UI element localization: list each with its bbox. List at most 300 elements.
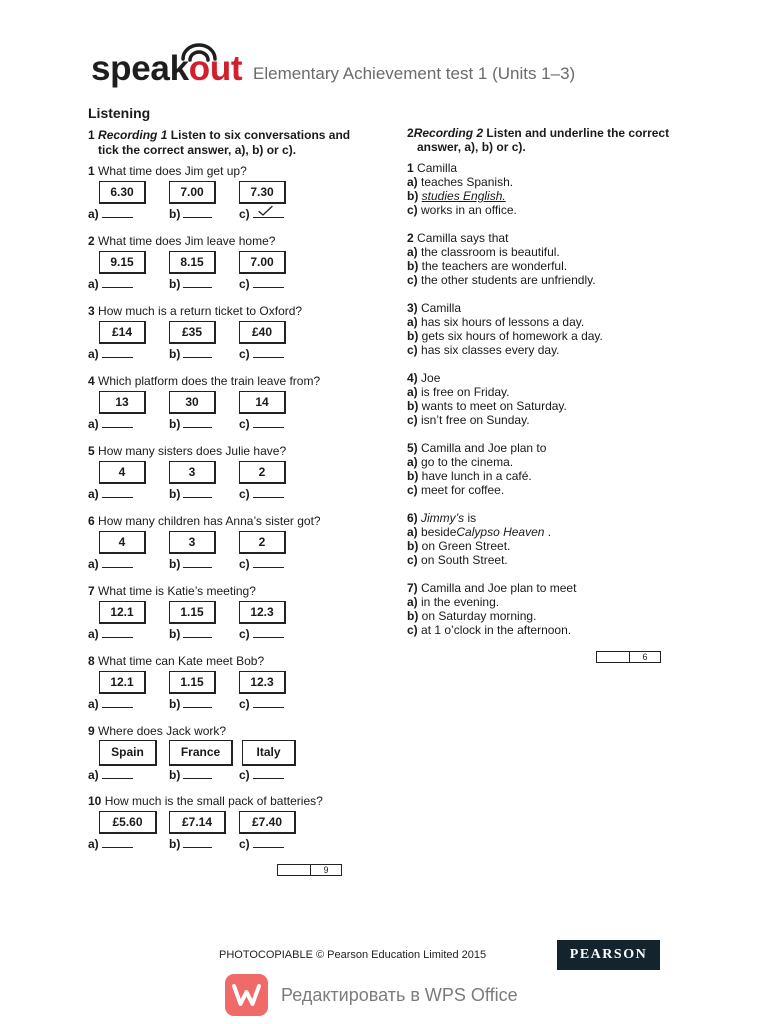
answer-option (407, 413, 747, 427)
text-segment: works in an office. (421, 203, 517, 217)
answer-blank (102, 768, 133, 779)
answer-option (407, 343, 747, 357)
part1-instruction (88, 128, 350, 143)
answer-option (407, 539, 747, 553)
answer-blank (183, 697, 212, 708)
option-label: c) (407, 553, 418, 567)
option-label: c) (407, 483, 418, 497)
option-box: 30 (169, 391, 216, 414)
listening-question (88, 654, 388, 724)
answer-slot (239, 207, 284, 221)
listening-question (88, 724, 388, 794)
answer-label: c) (239, 487, 250, 501)
answer-slot (239, 697, 284, 711)
comprehension-question (407, 371, 747, 441)
answer-options (88, 321, 388, 347)
wps-office-icon[interactable] (225, 974, 268, 1016)
answer-option (407, 385, 747, 399)
listening-question (88, 304, 388, 374)
answer-row (88, 557, 388, 571)
answer-option (407, 189, 747, 203)
answer-option (407, 329, 747, 343)
answer-option (407, 273, 747, 287)
question-number: 10 (88, 794, 102, 808)
text-segment: beside (421, 525, 457, 539)
listening-question (88, 164, 388, 234)
answer-slot (169, 207, 212, 221)
text-segment: gets six hours of homework a day. (421, 329, 603, 343)
question-stem (88, 444, 286, 458)
text-segment: Calypso Heaven (456, 525, 545, 539)
option-box: 7.00 (239, 251, 286, 274)
answer-row (88, 697, 388, 711)
answer-option (407, 455, 747, 469)
answer-blank (183, 627, 212, 638)
answer-label: b) (169, 207, 181, 221)
answer-blank (102, 487, 133, 498)
answer-option (407, 259, 747, 273)
option-label: b) (407, 609, 419, 623)
text-segment: on Saturday morning. (421, 609, 537, 623)
question-stem (88, 304, 302, 318)
answer-blank (102, 837, 133, 848)
option-box: 3 (169, 461, 216, 484)
answer-option (407, 245, 747, 259)
answer-options (88, 811, 388, 837)
text-segment: . (544, 525, 552, 539)
question-stem (88, 164, 247, 178)
answer-label: c) (239, 627, 250, 641)
option-box: 2 (239, 461, 286, 484)
answer-label: b) (169, 417, 181, 431)
answer-option (407, 469, 747, 483)
listening-question (88, 234, 388, 304)
text-segment: isn’t free on Sunday. (421, 413, 530, 427)
answer-blank (253, 347, 284, 358)
question-text: How many children has Anna’s sister got? (98, 514, 321, 528)
option-label: b) (407, 469, 419, 483)
answer-label: b) (169, 697, 181, 711)
answer-blank (102, 557, 133, 568)
part-number: 2 (407, 126, 414, 140)
answer-slot (169, 837, 212, 851)
answer-slot (239, 347, 284, 361)
question-stem (407, 581, 747, 595)
answer-label: b) (169, 347, 181, 361)
answer-row (88, 768, 388, 782)
text-segment: Camilla says that (417, 231, 509, 245)
text-segment: on South Street. (421, 553, 508, 567)
answer-label: b) (169, 837, 181, 851)
answer-blank (183, 837, 212, 848)
answer-slot (88, 347, 133, 361)
answer-label: b) (169, 557, 181, 571)
option-label: a) (407, 455, 418, 469)
question-text: How many sisters does Julie have? (98, 444, 287, 458)
question-text: Where does Jack work? (98, 724, 227, 738)
comprehension-question (407, 301, 747, 371)
answer-row (88, 207, 388, 221)
score-total: 9 (323, 865, 329, 875)
answer-label: a) (88, 627, 99, 641)
answer-slot (239, 837, 284, 851)
part2-score-box (596, 651, 661, 663)
answer-slot (239, 487, 284, 501)
answer-options (88, 740, 388, 766)
option-label: c) (407, 273, 418, 287)
answer-blank (183, 347, 212, 358)
question-number: 2 (407, 231, 414, 245)
text-segment: go to the cinema. (421, 455, 514, 469)
answer-label: c) (239, 837, 250, 851)
answer-blank (102, 697, 133, 708)
answer-option (407, 483, 747, 497)
text-segment: has six hours of lessons a day. (421, 315, 585, 329)
answer-slot (88, 207, 133, 221)
answer-slot (88, 837, 133, 851)
option-label: b) (407, 329, 419, 343)
answer-label: c) (239, 768, 250, 782)
text-segment: the teachers are wonderful. (421, 259, 568, 273)
answer-blank (253, 207, 284, 218)
question-stem (407, 511, 747, 525)
option-box: 7.00 (169, 181, 216, 204)
text-segment: have lunch in a café. (421, 469, 532, 483)
answer-blank (253, 557, 284, 568)
question-stem (407, 441, 747, 455)
answer-slot (88, 557, 133, 571)
question-text: How much is the small pack of batteries? (104, 794, 323, 808)
answer-slot (88, 277, 133, 291)
question-number: 3) (407, 301, 418, 315)
answer-blank (183, 277, 212, 288)
answer-option (407, 399, 747, 413)
answer-slot (169, 417, 212, 431)
part2-question-list (407, 161, 747, 651)
option-box: 12.1 (99, 671, 146, 694)
section-title: Listening (88, 105, 151, 121)
listening-question (88, 794, 388, 864)
answer-row (88, 277, 388, 291)
answer-label: c) (239, 347, 250, 361)
answer-slot (169, 768, 212, 782)
question-number: 1 (407, 161, 414, 175)
question-stem (407, 371, 747, 385)
option-box: Italy (242, 740, 296, 766)
text-segment: Camilla and Joe plan to meet (421, 581, 577, 595)
part2-instruction-line2: answer, a), b) or c). (417, 140, 526, 154)
answer-blank (183, 207, 212, 218)
comprehension-question (407, 441, 747, 511)
answer-label: c) (239, 697, 250, 711)
text-segment: is free on Friday. (421, 385, 510, 399)
answer-blank (102, 347, 133, 358)
option-box: 3 (169, 531, 216, 554)
score-blank (597, 652, 630, 662)
answer-slot (88, 417, 133, 431)
answer-option (407, 623, 747, 637)
question-text: Which platform does the train leave from? (98, 374, 321, 388)
answer-label: a) (88, 697, 99, 711)
answer-option (407, 595, 747, 609)
option-box: Spain (99, 740, 157, 766)
answer-label: a) (88, 347, 99, 361)
option-box: 6.30 (99, 181, 146, 204)
score-total: 6 (642, 652, 648, 662)
option-box: 4 (99, 531, 146, 554)
option-box: France (169, 740, 233, 766)
question-text: What time does Jim get up? (98, 164, 247, 178)
question-number: 6) (407, 511, 418, 525)
answer-option (407, 315, 747, 329)
answer-blank (253, 627, 284, 638)
text-segment: Jimmy’s (421, 511, 465, 525)
part1-score-box (277, 864, 342, 876)
option-box: 4 (99, 461, 146, 484)
answer-option (407, 609, 747, 623)
answer-row (88, 417, 388, 431)
answer-slot (169, 557, 212, 571)
answer-options (88, 531, 388, 557)
question-stem (407, 231, 747, 245)
question-number: 5) (407, 441, 418, 455)
option-box: £35 (169, 321, 216, 344)
text-segment: wants to meet on Saturday. (421, 399, 567, 413)
answer-label: b) (169, 627, 181, 641)
answer-label: a) (88, 207, 99, 221)
answer-option (407, 553, 747, 567)
question-number: 2 (88, 234, 95, 248)
answer-slot (169, 347, 212, 361)
answer-label: b) (169, 768, 181, 782)
option-label: a) (407, 175, 418, 189)
question-number: 3 (88, 304, 95, 318)
question-stem (88, 654, 264, 668)
option-box: 7.30 (239, 181, 286, 204)
answer-blank (253, 837, 284, 848)
question-stem (88, 794, 323, 808)
answer-options (88, 671, 388, 697)
answer-slot (239, 768, 284, 782)
question-number: 5 (88, 444, 95, 458)
question-text: What time can Kate meet Bob? (98, 654, 265, 668)
answer-row (88, 627, 388, 641)
option-box: 12.1 (99, 601, 146, 624)
answer-label: a) (88, 768, 99, 782)
option-box: 1.15 (169, 671, 216, 694)
listening-question (88, 514, 388, 584)
answer-blank (183, 417, 212, 428)
answer-options (88, 601, 388, 627)
answer-slot (169, 277, 212, 291)
answer-blank (253, 768, 284, 779)
answer-slot (169, 487, 212, 501)
instruction-text: Listen and underline the correct (486, 126, 670, 140)
option-box: 2 (239, 531, 286, 554)
question-number: 7) (407, 581, 418, 595)
option-label: c) (407, 203, 418, 217)
answer-slot (239, 557, 284, 571)
answer-slot (169, 627, 212, 641)
answer-options (88, 461, 388, 487)
question-number: 9 (88, 724, 95, 738)
score-blank (278, 865, 311, 875)
text-segment: has six classes every day. (421, 343, 560, 357)
comprehension-question (407, 581, 747, 651)
logo-speak: speak (91, 49, 189, 88)
comprehension-question (407, 511, 747, 581)
answer-label: c) (239, 207, 250, 221)
speakout-logo (91, 51, 242, 86)
part-number: 1 (88, 128, 95, 142)
answer-slot (88, 697, 133, 711)
answer-slot (239, 417, 284, 431)
question-text: What time does Jim leave home? (98, 234, 276, 248)
pearson-logo: PEARSON (557, 940, 660, 970)
answer-blank (102, 277, 133, 288)
answer-row (88, 347, 388, 361)
answer-options (88, 391, 388, 417)
part2-instruction (407, 126, 669, 140)
option-box: 13 (99, 391, 146, 414)
answer-slot (169, 697, 212, 711)
answer-slot (239, 627, 284, 641)
answer-slot (88, 627, 133, 641)
question-stem (88, 234, 275, 248)
logo-out: out (188, 49, 243, 88)
option-label: b) (407, 259, 419, 273)
answer-label: b) (169, 487, 181, 501)
text-segment: Joe (421, 371, 441, 385)
option-label: a) (407, 315, 418, 329)
option-box: £14 (99, 321, 146, 344)
answer-blank (102, 417, 133, 428)
answer-blank (183, 557, 212, 568)
text-segment: Camilla and Joe plan to (421, 441, 547, 455)
text-segment: in the evening. (421, 595, 500, 609)
answer-blank (253, 277, 284, 288)
question-stem (88, 374, 320, 388)
option-box: £7.40 (239, 811, 296, 834)
question-text: What time is Katie’s meeting? (98, 584, 256, 598)
question-number: 7 (88, 584, 95, 598)
answer-blank (253, 487, 284, 498)
answer-label: c) (239, 557, 250, 571)
answer-label: c) (239, 277, 250, 291)
answer-label: a) (88, 487, 99, 501)
recording-label: Recording 2 (413, 126, 484, 140)
text-segment: at 1 o’clock in the afternoon. (421, 623, 572, 637)
option-box: £5.60 (99, 811, 157, 834)
listening-question (88, 374, 388, 444)
text-segment: Camilla (421, 301, 462, 315)
listening-question (88, 584, 388, 654)
text-segment: the other students are unfriendly. (421, 273, 596, 287)
option-box: 8.15 (169, 251, 216, 274)
recording-label: Recording 1 (98, 128, 168, 142)
option-label: c) (407, 343, 418, 357)
part1-instruction-line2: tick the correct answer, a), b) or c). (98, 143, 297, 157)
answer-label: b) (169, 277, 181, 291)
answer-slot (239, 277, 284, 291)
answer-label: a) (88, 837, 99, 851)
answer-option (407, 175, 747, 189)
option-label: a) (407, 525, 418, 539)
test-title: Elementary Achievement test 1 (Units 1–3) (253, 64, 576, 83)
option-label: c) (407, 413, 418, 427)
answer-blank (183, 487, 212, 498)
answer-options (88, 251, 388, 277)
question-number: 6 (88, 514, 95, 528)
option-label: a) (407, 245, 418, 259)
answer-label: a) (88, 277, 99, 291)
option-label: b) (407, 189, 419, 203)
question-number: 8 (88, 654, 95, 668)
instruction-text: Listen to six conversations and (170, 128, 351, 142)
comprehension-question (407, 231, 747, 301)
question-stem (88, 724, 226, 738)
comprehension-question (407, 161, 747, 231)
wps-w-glyph-icon (225, 974, 268, 1016)
option-label: c) (407, 623, 418, 637)
question-number: 4 (88, 374, 95, 388)
question-stem (407, 301, 747, 315)
option-label: a) (407, 595, 418, 609)
text-segment: on Green Street. (421, 539, 511, 553)
answer-row (88, 837, 388, 851)
underlined-answer: studies English. (421, 189, 506, 203)
answer-label: a) (88, 557, 99, 571)
tick-mark-icon (257, 205, 273, 217)
option-label: a) (407, 385, 418, 399)
answer-label: a) (88, 417, 99, 431)
answer-blank (102, 627, 133, 638)
option-box: 14 (239, 391, 286, 414)
question-stem (407, 161, 747, 175)
question-number: 1 (88, 164, 95, 178)
text-segment: teaches Spanish. (421, 175, 514, 189)
answer-slot (88, 768, 133, 782)
answer-slot (88, 487, 133, 501)
answer-blank (253, 697, 284, 708)
text-segment: is (464, 511, 477, 525)
answer-option (407, 525, 747, 539)
option-box: £40 (239, 321, 286, 344)
text-segment: Camilla (417, 161, 458, 175)
option-box: 12.3 (239, 601, 286, 624)
answer-label: c) (239, 417, 250, 431)
question-text: How much is a return ticket to Oxford? (98, 304, 303, 318)
option-box: 12.3 (239, 671, 286, 694)
text-segment: the classroom is beautiful. (421, 245, 560, 259)
option-box: 9.15 (99, 251, 146, 274)
answer-blank (102, 207, 133, 218)
answer-blank (183, 768, 212, 779)
question-stem (88, 514, 321, 528)
option-box: £7.14 (169, 811, 226, 834)
answer-row (88, 487, 388, 501)
sound-waves-icon (179, 42, 219, 62)
option-box: 1.15 (169, 601, 216, 624)
edit-in-wps-link[interactable]: Редактировать в WPS Office (281, 985, 518, 1005)
text-segment: meet for coffee. (421, 483, 505, 497)
part1-question-list (88, 164, 388, 864)
answer-blank (253, 417, 284, 428)
answer-options (88, 181, 388, 207)
option-label: b) (407, 539, 419, 553)
option-label: b) (407, 399, 419, 413)
question-stem (88, 584, 256, 598)
